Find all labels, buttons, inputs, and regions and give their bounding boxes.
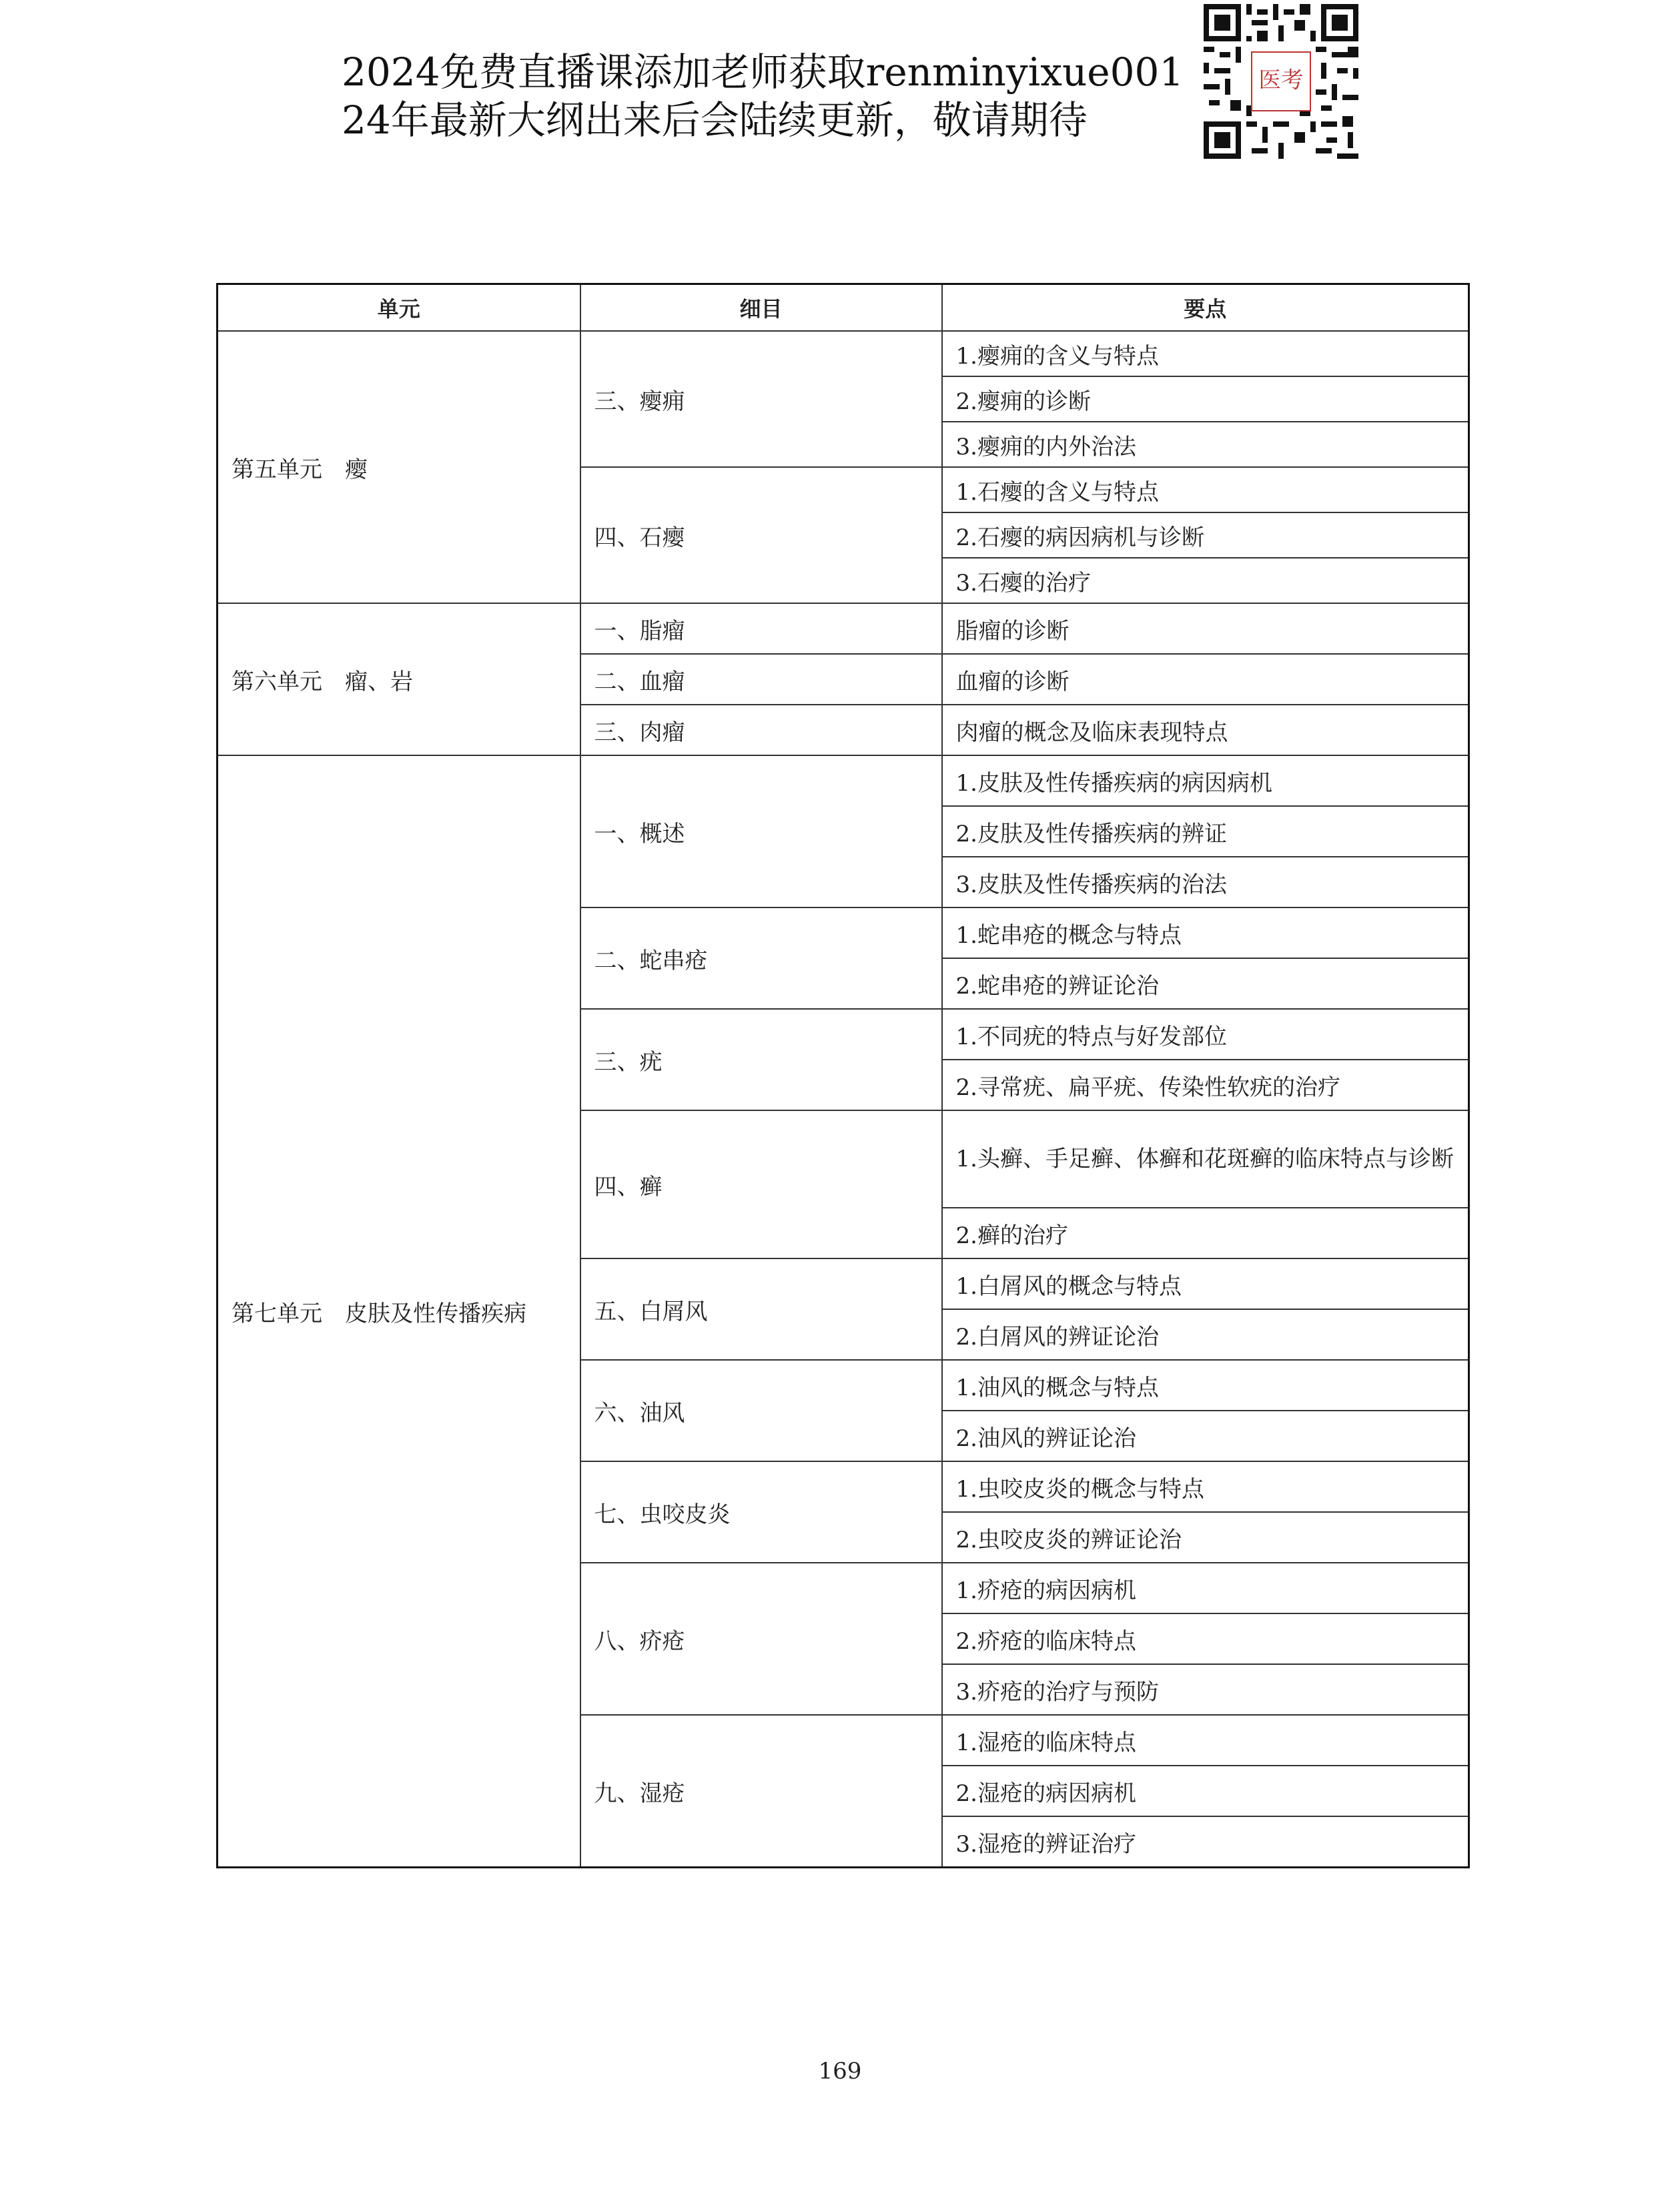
unit-cell: 第七单元 皮肤及性传播疾病 [218, 755, 580, 1868]
item-cell: 七、虫咬皮炎 [580, 1461, 942, 1563]
item-cell: 二、蛇串疮 [580, 907, 942, 1009]
point-cell: 1.不同疣的特点与好发部位 [942, 1009, 1469, 1060]
unit-cell: 第五单元 瘿 [218, 331, 580, 603]
point-cell: 3.石瘿的治疗 [942, 558, 1469, 603]
point-cell: 2.皮肤及性传播疾病的辨证 [942, 806, 1469, 857]
point-cell: 2.寻常疣、扁平疣、传染性软疣的治疗 [942, 1060, 1469, 1110]
qr-logo-text: 医考 [1258, 66, 1304, 93]
point-cell: 1.蛇串疮的概念与特点 [942, 907, 1469, 958]
header-unit: 单元 [218, 284, 580, 332]
point-cell: 2.虫咬皮炎的辨证论治 [942, 1512, 1469, 1563]
point-cell: 肉瘤的概念及临床表现特点 [942, 705, 1469, 755]
point-cell: 2.蛇串疮的辨证论治 [942, 958, 1469, 1009]
point-cell: 3.皮肤及性传播疾病的治法 [942, 857, 1469, 907]
item-cell: 一、概述 [580, 755, 942, 907]
item-cell: 一、脂瘤 [580, 603, 942, 654]
point-cell: 2.瘿痈的诊断 [942, 376, 1469, 422]
syllabus-table [216, 283, 1470, 1868]
table-row [218, 755, 1469, 806]
point-cell: 3.湿疮的辨证治疗 [942, 1816, 1469, 1868]
point-cell: 1.瘿痈的含义与特点 [942, 331, 1469, 376]
point-cell: 1.头癣、手足癣、体癣和花斑癣的临床特点与诊断 [942, 1110, 1469, 1208]
point-cell: 2.石瘿的病因病机与诊断 [942, 512, 1469, 558]
header-item: 细目 [580, 284, 942, 332]
item-cell: 六、油风 [580, 1360, 942, 1461]
item-cell: 八、疥疮 [580, 1563, 942, 1715]
point-cell: 1.湿疮的临床特点 [942, 1715, 1469, 1766]
point-cell: 2.湿疮的病因病机 [942, 1766, 1469, 1816]
item-cell: 五、白屑风 [580, 1258, 942, 1360]
point-cell: 2.油风的辨证论治 [942, 1411, 1469, 1461]
item-cell: 四、石瘿 [580, 467, 942, 603]
point-cell: 3.瘿痈的内外治法 [942, 422, 1469, 467]
point-cell: 2.癣的治疗 [942, 1208, 1469, 1258]
header-point: 要点 [942, 284, 1469, 332]
point-cell: 3.疥疮的治疗与预防 [942, 1664, 1469, 1715]
point-cell: 2.疥疮的临床特点 [942, 1613, 1469, 1664]
promo-line-1: 2024免费直播课添加老师获取renminyixue001 [342, 49, 1184, 95]
point-cell: 1.皮肤及性传播疾病的病因病机 [942, 755, 1469, 806]
table-row [218, 331, 1469, 376]
qr-code-icon[interactable] [1204, 4, 1358, 159]
point-cell: 血瘤的诊断 [942, 654, 1469, 705]
point-cell: 脂瘤的诊断 [942, 603, 1469, 654]
point-cell: 1.疥疮的病因病机 [942, 1563, 1469, 1613]
point-cell: 1.油风的概念与特点 [942, 1360, 1469, 1411]
item-cell: 九、湿疮 [580, 1715, 942, 1868]
table-row [218, 603, 1469, 654]
item-cell: 四、癣 [580, 1110, 942, 1258]
point-cell: 1.白屑风的概念与特点 [942, 1258, 1469, 1309]
item-cell: 三、疣 [580, 1009, 942, 1110]
table-header-row [218, 284, 1469, 332]
point-cell: 2.白屑风的辨证论治 [942, 1309, 1469, 1360]
unit-cell: 第六单元 瘤、岩 [218, 603, 580, 755]
page-number: 169 [818, 2058, 862, 2085]
promo-header [342, 48, 1184, 144]
promo-line-2: 24年最新大纲出来后会陆续更新，敬请期待 [342, 97, 1088, 143]
item-cell: 三、肉瘤 [580, 705, 942, 755]
item-cell: 二、血瘤 [580, 654, 942, 705]
item-cell: 三、瘿痈 [580, 331, 942, 467]
point-cell: 1.石瘿的含义与特点 [942, 467, 1469, 512]
point-cell: 1.虫咬皮炎的概念与特点 [942, 1461, 1469, 1512]
